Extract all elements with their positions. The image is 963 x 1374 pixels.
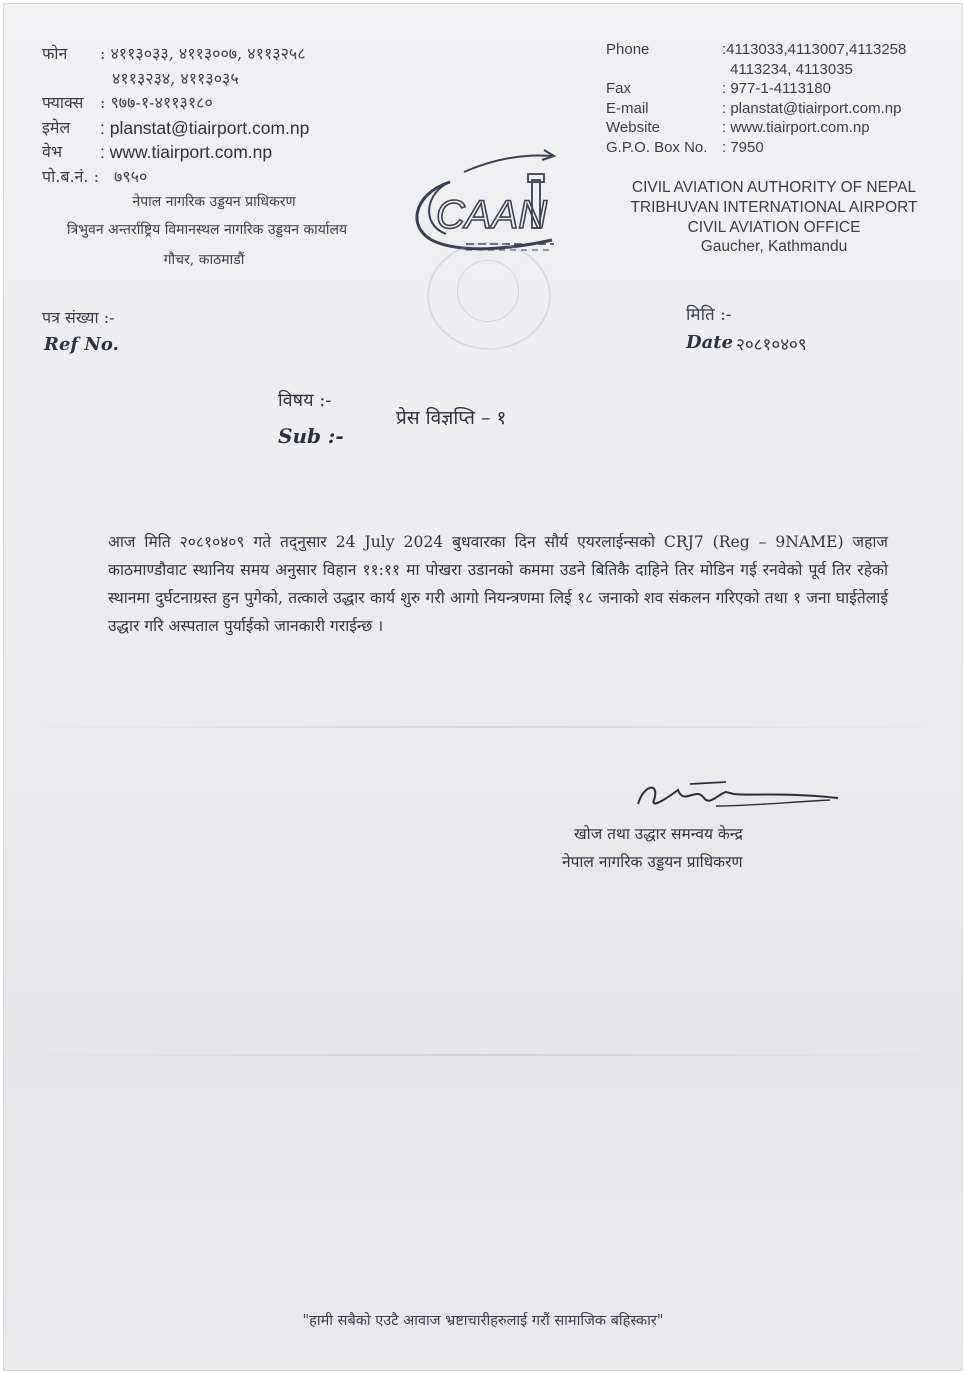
web-value: : www.tiairport.com.np	[100, 142, 273, 162]
office-en-line-3: CIVIL AVIATION OFFICE	[687, 218, 861, 236]
office-en-line-1: CIVIL AVIATION AUTHORITY OF NEPAL	[631, 179, 917, 196]
web-label: वेभ	[42, 142, 63, 161]
fax-en-row	[606, 79, 906, 99]
subject-text: प्रेस विज्ञप्ति – १	[396, 407, 507, 429]
phone-en-value-2: 4113234, 4113035	[730, 60, 853, 78]
ref-label-en: Ref No.	[44, 334, 119, 355]
office-name-np-3: गौचर, काठमाडौं	[163, 252, 245, 268]
email-row	[42, 116, 309, 141]
pobox-value: ७९५०	[114, 166, 148, 186]
caan-logo	[406, 144, 558, 256]
email-en-label: E-mail	[606, 99, 649, 117]
phone-value: : ४११३०३३, ४११३००७, ४११३२५८	[100, 44, 306, 63]
footer-slogan: "हामी सबैको एउटै आवाज भ्रष्टाचारीहरुलाई गरौं सामाजिक बहिस्कार"	[302, 1313, 664, 1329]
phone-label: फोन	[42, 44, 68, 63]
office-en-line-4: Gaucher, Kathmandu	[700, 238, 848, 256]
ref-label-np: पत्र संख्या :-	[42, 308, 115, 327]
letterhead-left	[42, 42, 309, 189]
body-paragraph: आज मिति २०८१०४०९ गते तद्नुसार 24 July 2024 बुधवारका दिन सौर्य एयरलाईन्सको CRJ7 (Reg – 9NAME) जहाज काठमाण्डौवाट स्थानिय समय अनुसार विहान ११:११ मा पोखरा उडानको कममा उडने बितिकै दाहिने तिर मोडिन गई रनवेको पूर्व तिर रहेको स्थानमा दुर्घटनाग्रस्त हुन पुगेको, तत्काले उद्धार कार्य शुरु गरी आगो नियन्त्रणमा लिई १८ जनाको शव संकलन गरिएको तथा १ जना घाईतेलाई उद्धार गरि अस्पताल पुर्याईको जानकारी गराईन्छ ।	[108, 533, 888, 635]
email-value: : planstat@tiairport.com.np	[100, 117, 310, 138]
letterhead-right	[606, 40, 906, 157]
fax-label: फ्याक्स	[42, 93, 84, 112]
gpo-en-label: G.P.O. Box No.	[606, 138, 708, 156]
email-en-row	[606, 99, 906, 119]
website-en-value: : www.tiairport.com.np	[722, 119, 870, 136]
phone-value-2: ४११३२३४, ४११३०३५	[112, 68, 239, 88]
phone-row-2	[42, 67, 309, 92]
date-label-en: Date	[686, 332, 734, 353]
email-label: इमेल	[42, 117, 71, 137]
phone-en-label: Phone	[606, 41, 650, 58]
logo-text: CAAN	[436, 193, 548, 237]
signature-line-1: खोज तथा उद्धार समन्वय केन्द्र	[574, 825, 743, 843]
signature-line-2: नेपाल नागरिक उड्डयन प्राधिकरण	[562, 853, 743, 871]
phone-en-value: :4113033,4113007,4113258	[722, 41, 907, 58]
office-name-en	[604, 178, 944, 257]
pobox-row	[42, 165, 309, 190]
gpo-en-value: : 7950	[722, 138, 764, 156]
subject-label-np: विषय :-	[278, 390, 332, 411]
phone-en-row	[606, 40, 906, 60]
website-en-row	[606, 118, 906, 138]
paper-fold	[4, 1054, 962, 1056]
signature-image	[630, 776, 844, 816]
pobox-label: पो.ब.नं. :	[42, 166, 99, 186]
date-value: २०८१०४०९	[736, 335, 807, 355]
date-label-np: मिति :-	[686, 305, 732, 325]
office-en-line-2: TRIBHUVAN INTERNATIONAL AIRPORT	[630, 198, 918, 216]
subject-label-en: Sub :-	[278, 424, 344, 448]
office-name-np-1: नेपाल नागरिक उड्डयन प्राधिकरण	[132, 194, 296, 210]
fax-value: : ९७७-१-४११३१८०	[100, 93, 213, 112]
email-en-value: : planstat@tiairport.com.np	[722, 99, 902, 117]
website-en-label: Website	[606, 119, 660, 136]
gpo-en-row	[606, 138, 906, 158]
paper-fold	[4, 726, 962, 728]
phone-en-row-2	[606, 60, 906, 80]
seal-stamp-inner	[457, 260, 519, 322]
phone-row	[42, 42, 309, 67]
fax-en-value: : 977-1-4113180	[722, 80, 831, 97]
fax-row	[42, 91, 309, 116]
fax-en-label: Fax	[606, 80, 632, 97]
web-row	[42, 140, 309, 165]
letter-sheet	[4, 4, 962, 1370]
office-name-np-2: त्रिभुवन अन्तर्राष्ट्रिय विमानस्थल नागरिक उड्डयन कार्यालय	[66, 222, 348, 238]
